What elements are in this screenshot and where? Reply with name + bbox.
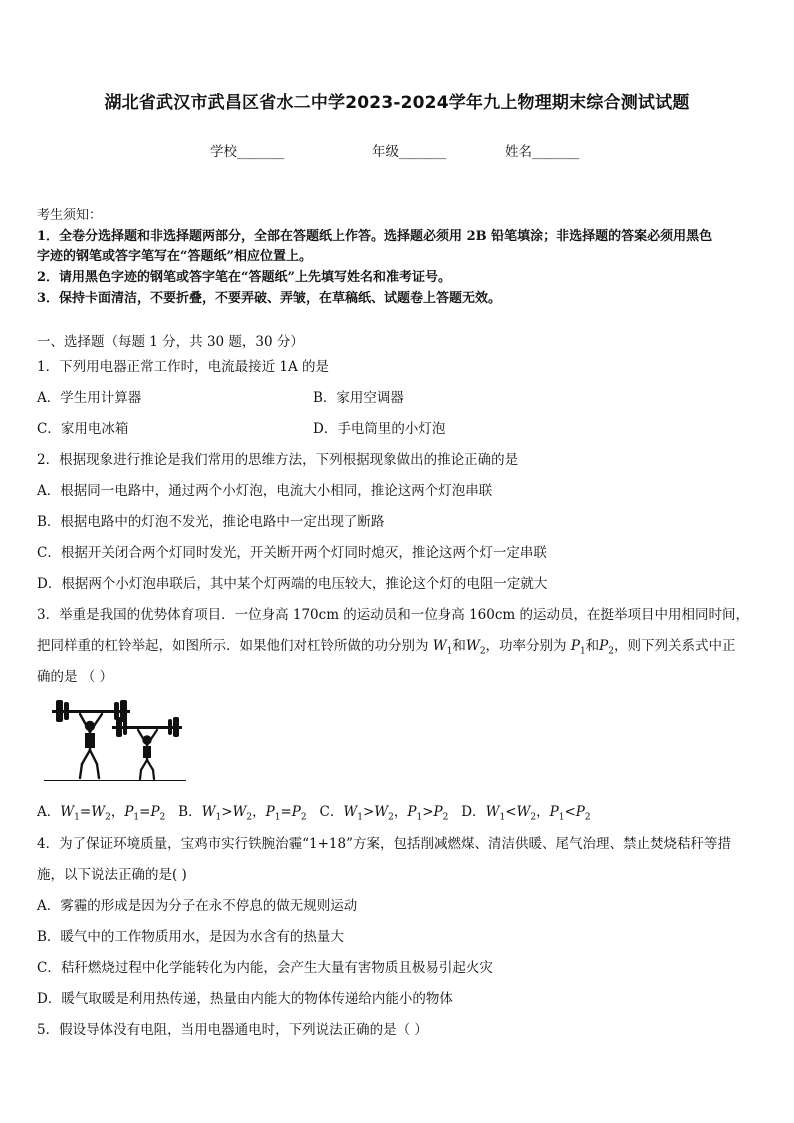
lifter-short	[138, 730, 157, 779]
q4-line-2: 施，以下说法正确的是( )	[37, 867, 187, 883]
q1-option-d: D．手电筒里的小灯泡	[313, 421, 446, 437]
q3-options	[37, 800, 591, 823]
q3-line-1: 3．举重是我国的优势体育项目．一位身高 170cm 的运动员和一位身高 160cm 的运动员，在挺举项目中用相同时间，	[37, 607, 750, 623]
q3-option-c: C．$W_1>W_2$，$P_1>P_2$	[319, 804, 449, 823]
q4-line-1: 4．为了保证环境质量，宝鸡市实行铁腕治霾“1+18”方案，包括削减燃煤、清洁供暖、尾气治理、禁止焚烧秸秆等措	[37, 836, 731, 852]
q3-option-a: A．$W_1=W_2$，$P_1=P_2$	[37, 804, 166, 823]
notice-item-1b: 字迹的钢笔或答字笔写在“答题纸”相应位置上。	[37, 249, 312, 264]
notice-heading: 考生须知：	[37, 208, 103, 223]
section-heading: 一、选择题（每题 1 分，共 30 题，30 分）	[37, 334, 304, 350]
q2-option-a: A．根据同一电路中，通过两个小灯泡，电流大小相同，推论这两个灯泡串联	[37, 483, 493, 499]
q1-option-b: B．家用空调器	[313, 390, 404, 406]
q4-option-c: C．秸秆燃烧过程中化学能转化为内能，会产生大量有害物质且极易引起火灾	[37, 960, 493, 976]
school-field: 学校_______	[210, 144, 285, 160]
q5-stem: 5．假设导体没有电阻，当用电器通电时，下列说法正确的是（ ）	[37, 1022, 428, 1038]
q3-option-d: D．$W_1<W_2$，$P_1<P_2$	[461, 804, 591, 823]
name-field: 姓名_______	[505, 144, 580, 160]
page-title: 湖北省武汉市武昌区省水二中学2023-2024学年九上物理期末综合测试试题	[104, 93, 690, 113]
q3-option-b: B．$W_1>W_2$，$P_1=P_2$	[178, 804, 307, 823]
weightlifters-figure	[44, 700, 186, 782]
q1-option-c: C．家用电冰箱	[37, 421, 129, 437]
q3-line-3: 确的是 （ ）	[37, 669, 114, 685]
grade-field: 年级_______	[372, 144, 447, 160]
q4-option-b: B．暖气中的工作物质用水，是因为水含有的热量大	[37, 929, 344, 945]
q2-option-b: B．根据电路中的灯泡不发光，推论电路中一定出现了断路	[37, 514, 385, 530]
q1-stem: 1．下列用电器正常工作时，电流最接近 1A 的是	[37, 359, 330, 375]
q4-option-d: D．暖气取暖是利用热传递，热量由内能大的物体传递给内能小的物体	[37, 991, 453, 1007]
q2-option-d: D．根据两个小灯泡串联后，其中某个灯两端的电压较大，推论这个灯的电阻一定就大	[37, 576, 548, 592]
notice-item-3: 3．保持卡面清洁，不要折叠，不要弄破、弄皱，在草稿纸、试题卷上答题无效。	[37, 291, 502, 306]
q2-stem: 2．根据现象进行推论是我们常用的思维方法，下列根据现象做出的推论正确的是	[37, 452, 519, 468]
notice-item-1a: 1．全卷分选择题和非选择题两部分，全部在答题纸上作答。选择题必须用 2B 铅笔填涂；非选择题的答案必须用黑色	[37, 229, 713, 244]
lifter-tall	[80, 714, 102, 778]
q3-line-2: 把同样重的杠铃举起，如图所示．如果他们对杠铃所做的功分别为 $W_1$和$W_2$，功率分别为 $P_1$和$P_2$，则下列关系式中正	[37, 638, 736, 657]
q1-option-a: A．学生用计算器	[37, 390, 142, 406]
q2-option-c: C．根据开关闭合两个灯同时发光，开关断开两个灯同时熄灭，推论这两个灯一定串联	[37, 545, 547, 561]
q4-option-a: A．雾霾的形成是因为分子在永不停息的做无规则运动	[37, 898, 358, 914]
notice-item-2: 2．请用黑色字迹的钢笔或答字笔在“答题纸”上先填写姓名和准考证号。	[37, 270, 452, 285]
